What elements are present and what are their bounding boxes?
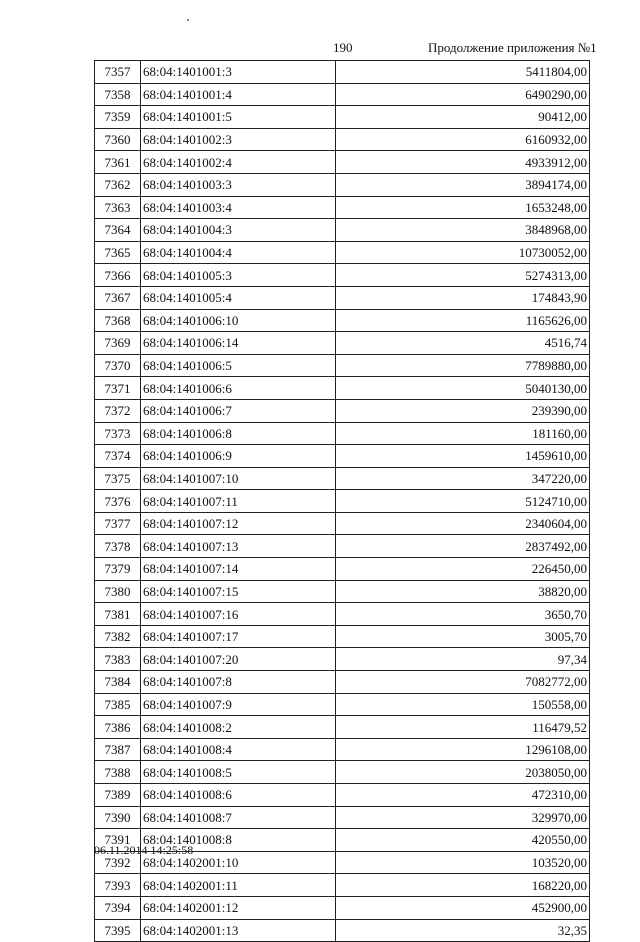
cadastral-value: 472310,00 [336,784,590,807]
cadastral-number: 68:04:1402001:11 [141,874,336,897]
cadastral-number: 68:04:1401007:10 [141,467,336,490]
cadastral-value: 2340604,00 [336,512,590,535]
cadastral-number: 68:04:1401006:10 [141,309,336,332]
table-row [95,354,590,377]
row-number: 7391 [95,829,141,852]
table-row [95,490,590,513]
cadastral-value: 3848968,00 [336,219,590,242]
row-number: 7389 [95,784,141,807]
row-number: 7382 [95,625,141,648]
cadastral-table-body [95,61,590,942]
row-number: 7366 [95,264,141,287]
cadastral-value: 1296108,00 [336,738,590,761]
cadastral-number: 68:04:1401007:8 [141,671,336,694]
row-number: 7358 [95,83,141,106]
table-row [95,693,590,716]
table-row [95,580,590,603]
row-number: 7360 [95,128,141,151]
table-row [95,535,590,558]
row-number: 7372 [95,399,141,422]
row-number: 7365 [95,241,141,264]
cadastral-value: 10730052,00 [336,241,590,264]
table-row [95,445,590,468]
cadastral-value: 6490290,00 [336,83,590,106]
row-number: 7361 [95,151,141,174]
table-row [95,399,590,422]
cadastral-value: 5124710,00 [336,490,590,513]
table-row [95,422,590,445]
cadastral-number: 68:04:1401008:6 [141,784,336,807]
cadastral-value: 226450,00 [336,558,590,581]
row-number: 7368 [95,309,141,332]
row-number: 7362 [95,173,141,196]
cadastral-value: 174843,90 [336,286,590,309]
cadastral-value: 4933912,00 [336,151,590,174]
table-row [95,61,590,84]
cadastral-value: 103520,00 [336,851,590,874]
table-row [95,196,590,219]
cadastral-value: 3005,70 [336,625,590,648]
cadastral-number: 68:04:1401002:3 [141,128,336,151]
table-row [95,264,590,287]
table-row [95,286,590,309]
cadastral-value: 150558,00 [336,693,590,716]
cadastral-number: 68:04:1401008:2 [141,716,336,739]
print-timestamp: 06.11.2014 14:25:58 [94,843,194,857]
row-number: 7379 [95,558,141,581]
appendix-continuation-note: Продолжение приложения №1 [428,40,597,55]
table-row [95,309,590,332]
table-row [95,784,590,807]
table-row [95,377,590,400]
cadastral-number: 68:04:1401007:16 [141,603,336,626]
cadastral-number: 68:04:1401008:4 [141,738,336,761]
cadastral-table [94,60,590,942]
table-row [95,173,590,196]
cadastral-number: 68:04:1401006:7 [141,399,336,422]
row-number: 7369 [95,332,141,355]
row-number: 7374 [95,445,141,468]
cadastral-number: 68:04:1401006:6 [141,377,336,400]
table-row [95,761,590,784]
cadastral-number: 68:04:1401005:3 [141,264,336,287]
cadastral-value: 168220,00 [336,874,590,897]
scan-speck [187,19,189,21]
cadastral-value: 1165626,00 [336,309,590,332]
row-number: 7364 [95,219,141,242]
row-number: 7376 [95,490,141,513]
table-row [95,648,590,671]
table-row [95,806,590,829]
cadastral-value: 1653248,00 [336,196,590,219]
cadastral-number: 68:04:1401004:3 [141,219,336,242]
table-row [95,671,590,694]
table-row [95,896,590,919]
cadastral-value: 7789880,00 [336,354,590,377]
table-row [95,128,590,151]
cadastral-number: 68:04:1401007:17 [141,625,336,648]
row-number: 7370 [95,354,141,377]
cadastral-number: 68:04:1401008:5 [141,761,336,784]
row-number: 7393 [95,874,141,897]
cadastral-number: 68:04:1401007:11 [141,490,336,513]
cadastral-value: 5040130,00 [336,377,590,400]
row-number: 7367 [95,286,141,309]
row-number: 7390 [95,806,141,829]
cadastral-number: 68:04:1401001:3 [141,61,336,84]
cadastral-number: 68:04:1401004:4 [141,241,336,264]
cadastral-number: 68:04:1401006:9 [141,445,336,468]
table-row [95,625,590,648]
table-row [95,83,590,106]
cadastral-value: 4516,74 [336,332,590,355]
cadastral-number: 68:04:1401007:12 [141,512,336,535]
cadastral-number: 68:04:1401007:14 [141,558,336,581]
cadastral-value: 347220,00 [336,467,590,490]
cadastral-number: 68:04:1401006:8 [141,422,336,445]
row-number: 7392 [95,851,141,874]
row-number: 7359 [95,106,141,129]
row-number: 7384 [95,671,141,694]
cadastral-value: 329970,00 [336,806,590,829]
cadastral-number: 68:04:1402001:13 [141,919,336,942]
row-number: 7386 [95,716,141,739]
row-number: 7387 [95,738,141,761]
table-row [95,738,590,761]
table-row [95,241,590,264]
cadastral-value: 2837492,00 [336,535,590,558]
row-number: 7378 [95,535,141,558]
cadastral-number: 68:04:1401007:13 [141,535,336,558]
table-row [95,603,590,626]
table-row [95,332,590,355]
cadastral-number: 68:04:1401005:4 [141,286,336,309]
cadastral-value: 2038050,00 [336,761,590,784]
cadastral-value: 32,35 [336,919,590,942]
cadastral-number: 68:04:1401007:9 [141,693,336,716]
row-number: 7380 [95,580,141,603]
row-number: 7388 [95,761,141,784]
cadastral-value: 5274313,00 [336,264,590,287]
cadastral-value: 7082772,00 [336,671,590,694]
cadastral-value: 90412,00 [336,106,590,129]
cadastral-number: 68:04:1402001:12 [141,896,336,919]
cadastral-value: 452900,00 [336,896,590,919]
cadastral-number: 68:04:1401003:4 [141,196,336,219]
cadastral-number: 68:04:1401001:5 [141,106,336,129]
cadastral-value: 5411804,00 [336,61,590,84]
table-row [95,151,590,174]
cadastral-value: 420550,00 [336,829,590,852]
table-row [95,716,590,739]
table-row [95,874,590,897]
cadastral-value: 38820,00 [336,580,590,603]
cadastral-number: 68:04:1401006:5 [141,354,336,377]
row-number: 7357 [95,61,141,84]
row-number: 7363 [95,196,141,219]
row-number: 7383 [95,648,141,671]
cadastral-value: 239390,00 [336,399,590,422]
row-number: 7377 [95,512,141,535]
row-number: 7385 [95,693,141,716]
cadastral-number: 68:04:1401008:7 [141,806,336,829]
row-number: 7373 [95,422,141,445]
page-number: 190 [333,40,353,55]
cadastral-value: 3650,70 [336,603,590,626]
cadastral-value: 97,34 [336,648,590,671]
cadastral-number: 68:04:1401006:14 [141,332,336,355]
cadastral-value: 6160932,00 [336,128,590,151]
table-row [95,106,590,129]
cadastral-number: 68:04:1401001:4 [141,83,336,106]
cadastral-number: 68:04:1401008:8 [141,829,336,852]
table-row [95,919,590,942]
cadastral-value: 1459610,00 [336,445,590,468]
table-row [95,558,590,581]
row-number: 7375 [95,467,141,490]
cadastral-value: 116479,52 [336,716,590,739]
cadastral-value: 181160,00 [336,422,590,445]
row-number: 7381 [95,603,141,626]
row-number: 7371 [95,377,141,400]
cadastral-number: 68:04:1401007:20 [141,648,336,671]
table-row [95,512,590,535]
row-number: 7395 [95,919,141,942]
table-row [95,219,590,242]
row-number: 7394 [95,896,141,919]
cadastral-number: 68:04:1402001:10 [141,851,336,874]
cadastral-number: 68:04:1401003:3 [141,173,336,196]
cadastral-value: 3894174,00 [336,173,590,196]
cadastral-number: 68:04:1401002:4 [141,151,336,174]
table-row [95,467,590,490]
cadastral-number: 68:04:1401007:15 [141,580,336,603]
